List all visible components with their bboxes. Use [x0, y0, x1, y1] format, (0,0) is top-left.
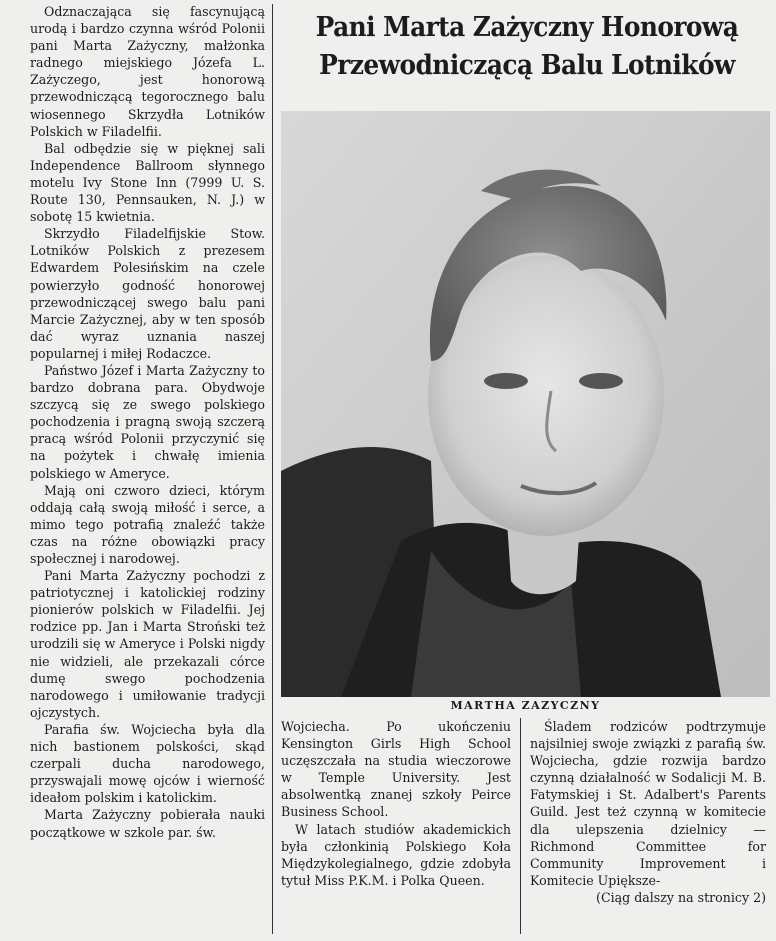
headline-line-2: Przewodniczącą Balu Lotników [319, 50, 735, 81]
continued-note: (Ciąg dalszy na stronicy 2) [596, 889, 766, 905]
paragraph: Śladem rodziców podtrzymuje najsilniej swoje związki z parafią św. Wojciecha, gdzie rozwija bardzo czynną działalność w Sodalicji M. B. Fatymskiej i St. Adalbert's Parents Guild. Jest też czynną w komitecie dla ulepszenia dzielnicy — Richmond Committee for Community Improvement i Komitecie Upiększe- [530, 719, 766, 888]
left-article-column [30, 3, 265, 841]
paragraph: Parafia św. Wojciecha była dla nich bastionem polskości, skąd czerpali ducha narodowego, przyswajali mowę ojców i wierność ideałom polskim i katolickim. [30, 721, 265, 806]
column-rule [520, 718, 521, 934]
paragraph: Odznaczająca się fascynującą urodą i bardzo czynna wśród Polonii pani Marta Zażyczny, małżonka radnego miejskiego Józefa L. Zażyczego, jest honorową przewodniczącą tegorocznego balu wiosennego Skrzydła Lotników Polskich w Filadelfii. [30, 4, 265, 139]
paragraph: W latach studiów akademickich była członkinią Polskiego Koła Międzykolegialnego, gdzie zdobyła tytuł Miss P.K.M. i Polka Queen. [281, 821, 511, 888]
paragraph: Państwo Józef i Marta Zażyczny to bardzo dobrana para. Obydwoje szczycą się ze swego polskiego pochodzenia i pragną swoją szczerą pracą wśród Polonii przyczynić się na pożytek i chwałę imienia polskiego w Ameryce. [30, 362, 265, 481]
paragraph: Skrzydło Filadelfijskie Stow. Lotników Polskich z prezesem Edwardem Polesińskim na czele powierzyło godność honorowej przewodniczącej swego balu pani Marcie Zażycznej, aby w ten sposób dać wyraz uznania naszej popularnej i miłej Rodaczce. [30, 226, 265, 361]
middle-article-column [281, 718, 511, 889]
right-article-column [530, 718, 766, 906]
paragraph: Wojciecha. Po ukończeniu Kensington Girls High School uczęszczała na studia wieczorowe w Temple University. Jest absolwentką znanej szkoły Peirce Business School. [281, 719, 511, 820]
headline-line-1: Pani Marta Zażyczny Honorową [315, 12, 739, 43]
photo-caption: MARTHA ZAZYCZNY [450, 699, 601, 712]
portrait-photo [281, 111, 770, 697]
paragraph: Marta Zażyczny pobierała nauki początkowe w szkole par. św. [30, 807, 265, 840]
paragraph: Bal odbędzie się w pięknej sali Independence Ballroom słynnego motelu Ivy Stone Inn (7999 U. S. Route 130, Pennsauken, N. J.) w sobotę 15 kwietnia. [30, 140, 265, 225]
headline [303, 9, 752, 85]
portrait-image [281, 111, 770, 697]
column-rule [272, 4, 273, 934]
paragraph: Pani Marta Zażyczny pochodzi z patriotycznej i katolickiej rodziny pionierów polskich w Filadelfii. Jej rodzice pp. Jan i Marta Stroński też urodzili się w Ameryce i Polski nigdy nie widzieli, ale przekazali córce dumę swego pochodzenia narodowego i umiłowanie tradycji ojczystych. [30, 568, 265, 720]
paragraph: Mają oni czworo dzieci, którym oddają całą swoją miłość i serce, a mimo tego potrafią znaleźć także czas na różne obowiązki pracy społecznej i narodowej. [30, 482, 265, 566]
